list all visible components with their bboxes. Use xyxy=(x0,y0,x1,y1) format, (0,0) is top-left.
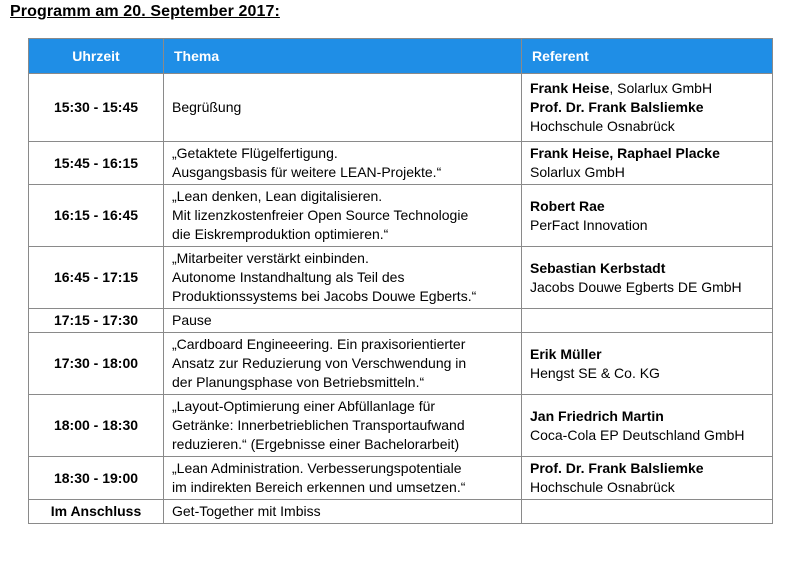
topic-line: Ansatz zur Reduzierung von Verschwendung in xyxy=(172,355,467,371)
row-topic xyxy=(164,247,522,309)
speaker-line xyxy=(530,426,764,445)
table-row xyxy=(29,185,773,247)
speaker-line xyxy=(530,197,764,216)
speaker-affiliation: Hengst SE & Co. KG xyxy=(530,364,660,381)
speaker-name: Prof. Dr. Frank Balsliemke xyxy=(530,460,704,476)
speaker-affiliation: Jacobs Douwe Egberts DE GmbH xyxy=(530,278,742,295)
table-row xyxy=(29,247,773,309)
row-time: 15:30 - 15:45 xyxy=(29,74,164,142)
row-topic xyxy=(164,185,522,247)
speaker-name: Jan Friedrich Martin xyxy=(530,407,664,424)
row-speaker xyxy=(522,309,773,333)
row-time: 18:30 - 19:00 xyxy=(29,457,164,500)
topic-line: Ausgangsbasis für weitere LEAN-Projekte.“ xyxy=(172,164,442,180)
topic-line: „Layout-Optimierung einer Abfüllanlage für xyxy=(172,398,436,414)
row-topic xyxy=(164,500,522,524)
speaker-name: Frank Heise, Raphael Placke xyxy=(530,145,720,161)
topic-line: „Cardboard Engineeering. Ein praxisorientierter xyxy=(172,336,466,352)
speaker-name: Erik Müller xyxy=(530,345,602,362)
row-speaker xyxy=(522,247,773,309)
row-speaker xyxy=(522,457,773,500)
speaker-line xyxy=(530,144,764,163)
topic-line: Begrüßung xyxy=(172,99,242,115)
topic-line: „Mitarbeiter verstärkt einbinden. xyxy=(172,250,369,266)
topic-line: Mit lizenzkostenfreier Open Source Technologie xyxy=(172,207,469,223)
row-time: 18:00 - 18:30 xyxy=(29,395,164,457)
topic-line: „Getaktete Flügelfertigung. xyxy=(172,145,338,161)
speaker-line xyxy=(530,259,764,278)
row-time: Im Anschluss xyxy=(29,500,164,524)
header-speaker: Referent xyxy=(522,39,773,74)
row-speaker xyxy=(522,185,773,247)
row-topic xyxy=(164,395,522,457)
topic-line: „Lean denken, Lean digitalisieren. xyxy=(172,188,383,204)
speaker-line xyxy=(530,459,764,478)
row-time: 15:45 - 16:15 xyxy=(29,142,164,185)
speaker-affiliation: Hochschule Osnabrück xyxy=(530,479,675,495)
speaker-line xyxy=(530,345,764,364)
program-table xyxy=(28,38,773,524)
topic-line: Get-Together mit Imbiss xyxy=(172,503,321,519)
speaker-name: Robert Rae xyxy=(530,197,605,214)
topic-line: Getränke: Innerbetrieblichen Transportaufwand xyxy=(172,417,465,433)
table-header-row xyxy=(29,39,773,74)
speaker-name: Frank Heise xyxy=(530,80,610,96)
speaker-line xyxy=(530,79,764,98)
row-time: 16:45 - 17:15 xyxy=(29,247,164,309)
topic-line: Autonome Instandhaltung als Teil des xyxy=(172,269,405,285)
speaker-line xyxy=(530,117,764,136)
table-row xyxy=(29,457,773,500)
speaker-line xyxy=(530,278,764,297)
speaker-line xyxy=(530,163,764,182)
header-time: Uhrzeit xyxy=(29,39,164,74)
row-speaker xyxy=(522,395,773,457)
table-row xyxy=(29,142,773,185)
speaker-affiliation: Coca-Cola EP Deutschland GmbH xyxy=(530,426,745,443)
row-speaker xyxy=(522,74,773,142)
row-time: 17:15 - 17:30 xyxy=(29,309,164,333)
row-speaker xyxy=(522,333,773,395)
topic-line: die Eiskremproduktion optimieren.“ xyxy=(172,226,389,242)
table-row xyxy=(29,309,773,333)
speaker-affiliation: Hochschule Osnabrück xyxy=(530,118,675,134)
table-row xyxy=(29,74,773,142)
table-row xyxy=(29,395,773,457)
topic-line: der Planungsphase von Betriebsmitteln.“ xyxy=(172,374,425,390)
table-row xyxy=(29,500,773,524)
speaker-line xyxy=(530,407,764,426)
speaker-line xyxy=(530,98,764,117)
speaker-line xyxy=(530,364,764,383)
speaker-line xyxy=(530,216,764,235)
row-topic xyxy=(164,142,522,185)
row-time: 17:30 - 18:00 xyxy=(29,333,164,395)
topic-line: Produktionssystems bei Jacobs Douwe Egberts.“ xyxy=(172,288,477,304)
row-speaker xyxy=(522,500,773,524)
row-topic xyxy=(164,74,522,142)
topic-line: reduzieren.“ (Ergebnisse einer Bachelorarbeit) xyxy=(172,436,460,452)
row-topic xyxy=(164,333,522,395)
topic-line: „Lean Administration. Verbesserungspotentiale xyxy=(172,460,462,476)
row-topic xyxy=(164,309,522,333)
speaker-line xyxy=(530,478,764,497)
speaker-affiliation: , Solarlux GmbH xyxy=(609,80,713,96)
page-title: Programm am 20. September 2017: xyxy=(10,3,280,20)
table-row xyxy=(29,333,773,395)
row-time: 16:15 - 16:45 xyxy=(29,185,164,247)
row-speaker xyxy=(522,142,773,185)
speaker-name: Sebastian Kerbstadt xyxy=(530,259,666,276)
row-topic xyxy=(164,457,522,500)
speaker-name: Prof. Dr. Frank Balsliemke xyxy=(530,99,704,115)
topic-line: Pause xyxy=(172,312,212,328)
speaker-affiliation: PerFact Innovation xyxy=(530,216,648,233)
speaker-affiliation: Solarlux GmbH xyxy=(530,164,625,180)
program-rows xyxy=(29,74,773,524)
topic-line: im indirekten Bereich erkennen und umsetzen.“ xyxy=(172,479,466,495)
header-topic: Thema xyxy=(164,39,522,74)
